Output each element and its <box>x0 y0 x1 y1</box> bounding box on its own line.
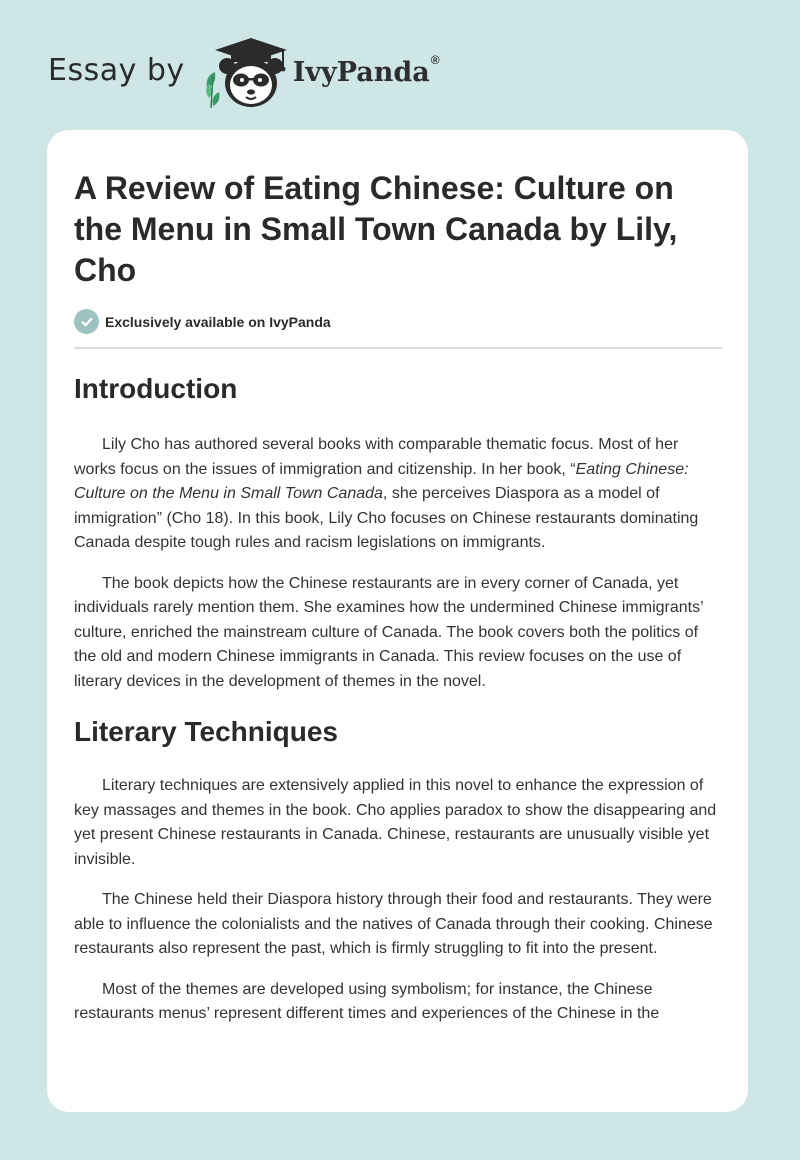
section-heading-literary-techniques: Literary Techniques <box>74 716 339 747</box>
check-circle-icon <box>74 309 99 334</box>
brand-header[interactable] <box>48 34 440 114</box>
exclusive-badge <box>74 309 722 349</box>
literary-paragraph-1: Literary techniques are extensively applied in this novel to enhance the expression of key massages and themes in the book. Cho applies paradox to show the disappearing and yet present Chinese restaurants in Canada. Chinese, restaurants are unusually visible yet invisible. <box>74 777 717 868</box>
literary-paragraph-2: The Chinese held their Diaspora history through their food and restaurants. They were able to influence the colonialists and the natives of Canada through their cooking. Chinese restaurants also represent the past, which is firmly struggling to fit into the present. <box>74 891 713 957</box>
brand-name-text: IvyPanda <box>292 56 430 88</box>
book-title-italic: Eating Chinese: Culture on the Menu in Small Town Canada <box>74 460 689 502</box>
registered-mark: ® <box>430 52 440 67</box>
brand-name <box>292 52 440 88</box>
intro-paragraph-1 <box>74 433 722 556</box>
section-heading-introduction: Introduction <box>74 373 238 404</box>
panda-graduate-icon <box>201 36 289 112</box>
intro-p1-before: Lily Cho has authored several books with comparable thematic focus. Most of her works focus on the issues of immigration and citizenship. In her book, “ <box>74 436 679 478</box>
essay-card <box>47 130 748 1112</box>
intro-p1-after: , she perceives Diaspora as a model of immigration” (Cho 18). In this book, Lily Cho focuses on Chinese restaurants dominating Canada despite tough rules and racism legislations on immigrants. <box>74 485 699 551</box>
essay-title: A Review of Eating Chinese: Culture on the Menu in Small Town Canada by Lily, Cho <box>74 170 678 288</box>
brand-prefix: Essay by <box>48 52 185 88</box>
exclusive-text: Exclusively available on IvyPanda <box>105 313 331 330</box>
literary-paragraph-3: Most of the themes are developed using symbolism; for instance, the Chinese restaurants menus’ represent different times and experiences of the Chinese in the <box>74 980 660 1022</box>
intro-paragraph-2: The book depicts how the Chinese restaurants are in every corner of Canada, yet individuals rarely mention them. She examines how the undermined Chinese immigrants’ culture, enriched the mainstream culture of Canada. The book covers both the politics of the old and modern Chinese immigrants in Canada. This review focuses on the use of literary devices in the development of themes in the novel. <box>74 574 704 690</box>
